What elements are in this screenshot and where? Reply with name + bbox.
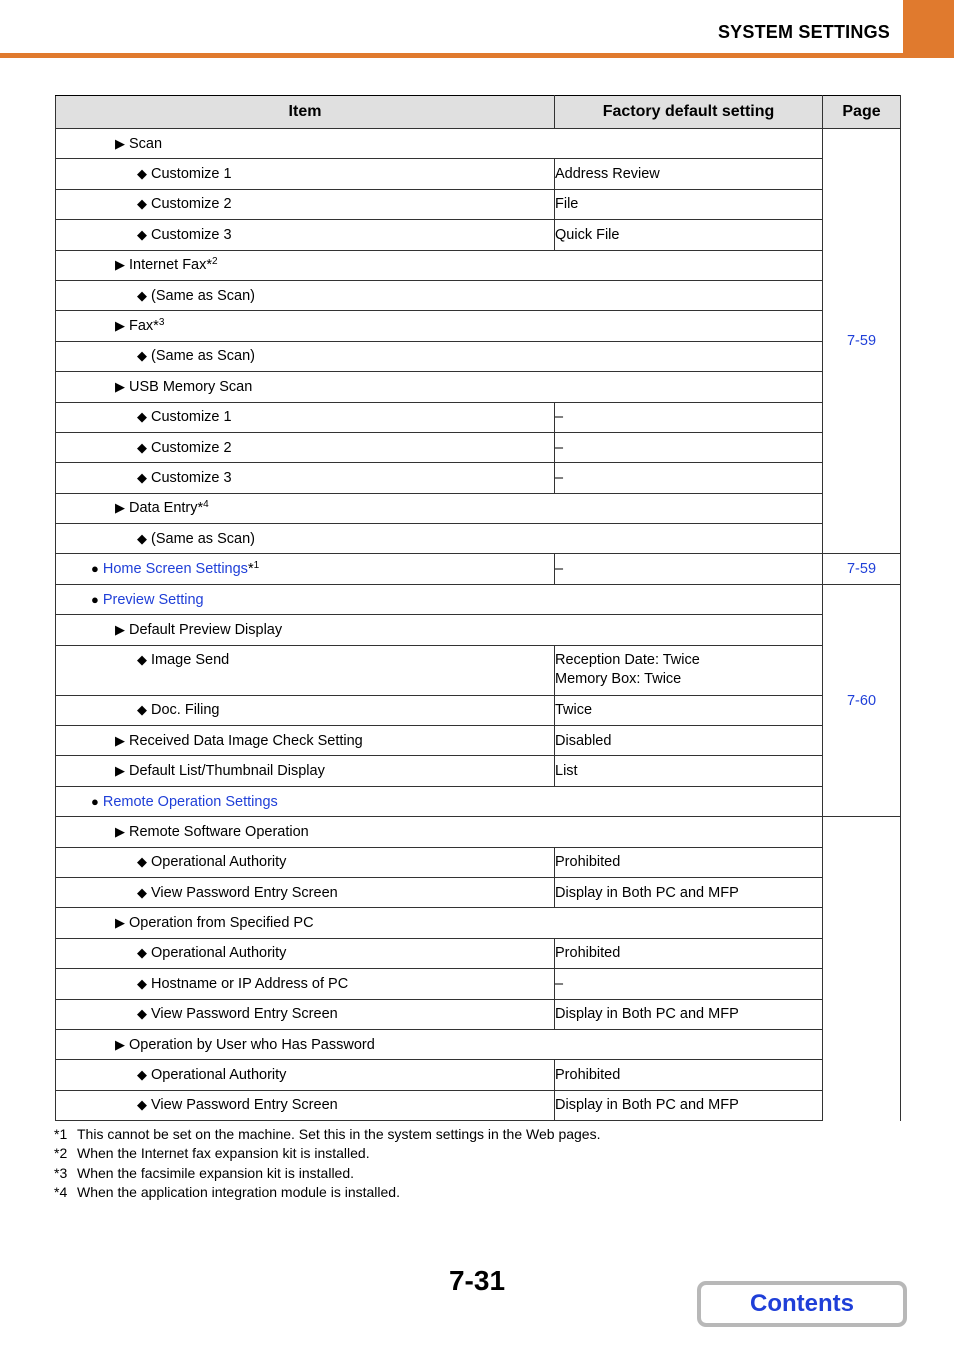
- section-title: SYSTEM SETTINGS: [717, 22, 890, 42]
- table-row: [56, 280, 901, 310]
- row-item: [56, 847, 555, 877]
- row-item: [56, 341, 823, 371]
- diamond-bullet-icon: ◆: [137, 469, 147, 485]
- row-label: Image Send: [151, 651, 230, 668]
- row-default: Display in Both PC and MFP: [555, 877, 823, 907]
- diamond-bullet-icon: ◆: [137, 945, 147, 961]
- table-row: [56, 1060, 901, 1090]
- footnote-key: *2: [54, 1145, 68, 1162]
- footnotes: [54, 1125, 600, 1202]
- table-row: [56, 999, 901, 1029]
- row-default: –: [555, 402, 823, 432]
- triangle-bullet-icon: ▶: [115, 378, 125, 394]
- diamond-bullet-icon: ◆: [137, 196, 147, 212]
- footnote-text: When the facsimile expansion kit is installed.: [77, 1164, 355, 1181]
- row-item: [56, 372, 823, 402]
- footnote: [54, 1125, 600, 1144]
- row-item: [56, 463, 555, 493]
- row-label: Customize 2: [151, 196, 232, 213]
- footnote-text: When the application integration module is installed.: [77, 1183, 400, 1200]
- row-label: Default List/Thumbnail Display: [129, 763, 325, 780]
- row-label: Remote Software Operation: [129, 823, 309, 840]
- table-row: [56, 372, 901, 402]
- row-item: [56, 756, 555, 786]
- row-item: [56, 584, 823, 614]
- row-label: Fax*: [129, 318, 159, 335]
- diamond-bullet-icon: ◆: [137, 975, 147, 991]
- table-row: [56, 402, 901, 432]
- table-row: [56, 969, 901, 999]
- diamond-bullet-icon: ◆: [137, 409, 147, 425]
- diamond-bullet-icon: ◆: [137, 1097, 147, 1113]
- footnote-key: *1: [54, 1126, 68, 1142]
- table-row: [56, 726, 901, 756]
- table-row: [56, 1090, 901, 1120]
- row-label: Customize 1: [151, 409, 232, 426]
- table-row: [56, 220, 901, 250]
- footnote: [54, 1144, 600, 1163]
- row-label: (Same as Scan): [151, 287, 255, 304]
- table-row: [56, 615, 901, 645]
- table-row: [56, 786, 901, 816]
- header-accent-block: [903, 0, 954, 58]
- diamond-bullet-icon: ◆: [137, 166, 147, 182]
- footnote-ref: 4: [203, 499, 209, 511]
- table-row: [56, 159, 901, 189]
- row-item: [56, 999, 555, 1029]
- triangle-bullet-icon: ▶: [115, 823, 125, 839]
- table-header-row: [56, 96, 901, 129]
- remote-operation-settings-link[interactable]: Remote Operation Settings: [102, 793, 278, 810]
- table-row: [56, 524, 901, 554]
- row-label: Customize 1: [151, 166, 232, 183]
- row-item: [56, 129, 823, 159]
- row-label: Operational Authority: [151, 945, 287, 962]
- page-link[interactable]: 7-59: [823, 129, 901, 554]
- diamond-bullet-icon: ◆: [137, 287, 147, 303]
- page-link[interactable]: 7-60: [823, 584, 901, 816]
- row-item: [56, 432, 555, 462]
- default-line: Reception Date: Twice: [555, 652, 700, 669]
- row-label: USB Memory Scan: [129, 378, 253, 395]
- table-row: [56, 695, 901, 725]
- triangle-bullet-icon: ▶: [115, 915, 125, 931]
- table-row: [56, 493, 901, 523]
- row-item: [56, 524, 823, 554]
- row-default: –: [555, 432, 823, 462]
- triangle-bullet-icon: ▶: [115, 318, 125, 334]
- row-default: Twice: [555, 695, 823, 725]
- column-header-page: Page: [823, 96, 901, 129]
- footnote: [54, 1164, 600, 1183]
- column-header-default: Factory default setting: [555, 96, 823, 129]
- row-default: Prohibited: [555, 1060, 823, 1090]
- row-item: [56, 1060, 555, 1090]
- circle-bullet-icon: ●: [91, 561, 99, 577]
- row-item: [56, 189, 555, 219]
- row-label: Customize 3: [151, 469, 232, 486]
- row-default: [555, 645, 823, 695]
- preview-setting-link[interactable]: Preview Setting: [102, 591, 204, 608]
- diamond-bullet-icon: ◆: [137, 854, 147, 870]
- row-label: View Password Entry Screen: [151, 884, 338, 901]
- default-line: Memory Box: Twice: [555, 671, 682, 688]
- footnote-text: This cannot be set on the machine. Set this in the system settings in the Web pages.: [77, 1126, 601, 1142]
- row-label: Customize 2: [151, 439, 232, 456]
- page-link[interactable]: 7-59: [823, 554, 901, 584]
- circle-bullet-icon: ●: [91, 793, 99, 809]
- row-label: (Same as Scan): [151, 348, 255, 365]
- row-label: Operational Authority: [151, 854, 287, 871]
- row-item: [56, 280, 823, 310]
- row-default: Prohibited: [555, 938, 823, 968]
- row-default: –: [555, 463, 823, 493]
- row-item: [56, 908, 823, 938]
- footnote-ref: 3: [158, 317, 165, 329]
- diamond-bullet-icon: ◆: [137, 884, 147, 900]
- row-default: File: [555, 189, 823, 219]
- row-label: Internet Fax*: [129, 257, 213, 274]
- table-row: [56, 908, 901, 938]
- row-default: Display in Both PC and MFP: [555, 999, 823, 1029]
- row-item: [56, 938, 555, 968]
- row-label: View Password Entry Screen: [151, 1097, 338, 1114]
- row-label: Scan: [129, 135, 163, 152]
- row-item: [56, 402, 555, 432]
- row-item: [56, 726, 555, 756]
- footnote-asterisk: *: [247, 561, 254, 578]
- table-row: [56, 1029, 901, 1059]
- row-item: [56, 786, 823, 816]
- row-default: –: [555, 554, 823, 584]
- table-row: [56, 463, 901, 493]
- table-row: [56, 129, 901, 159]
- row-label: Doc. Filing: [151, 702, 220, 719]
- diamond-bullet-icon: ◆: [137, 702, 147, 718]
- table-row: [56, 938, 901, 968]
- table-row: [56, 250, 901, 280]
- table-row: [56, 877, 901, 907]
- table-row: [56, 432, 901, 462]
- contents-button[interactable]: Contents: [697, 1281, 907, 1327]
- row-item: [56, 695, 555, 725]
- circle-bullet-icon: ●: [91, 591, 99, 607]
- triangle-bullet-icon: ▶: [115, 500, 125, 516]
- header-rule: [0, 53, 954, 58]
- page-number: 7-31: [448, 1265, 506, 1296]
- table-row: [56, 847, 901, 877]
- row-item: [56, 1090, 555, 1120]
- row-default: Quick File: [555, 220, 823, 250]
- row-item: [56, 877, 555, 907]
- row-label: Customize 3: [151, 226, 232, 243]
- column-header-item: Item: [56, 96, 555, 129]
- diamond-bullet-icon: ◆: [137, 530, 147, 546]
- row-label: Operation by User who Has Password: [129, 1036, 375, 1053]
- row-label: Received Data Image Check Setting: [129, 732, 363, 749]
- row-item: [56, 969, 555, 999]
- footnote-ref: 1: [253, 560, 260, 572]
- row-label: Data Entry*: [129, 500, 204, 517]
- triangle-bullet-icon: ▶: [115, 621, 125, 637]
- row-label: Hostname or IP Address of PC: [151, 975, 349, 992]
- diamond-bullet-icon: ◆: [137, 1067, 147, 1083]
- footnote: [54, 1183, 600, 1202]
- triangle-bullet-icon: ▶: [115, 1036, 125, 1052]
- footnote-key: *4: [54, 1183, 68, 1200]
- settings-table: [55, 95, 901, 1121]
- table-row: [56, 756, 901, 786]
- row-item: [56, 493, 823, 523]
- table-row: [56, 817, 901, 847]
- triangle-bullet-icon: ▶: [115, 135, 125, 151]
- row-default: Prohibited: [555, 847, 823, 877]
- row-default: Address Review: [555, 159, 823, 189]
- row-label: (Same as Scan): [151, 530, 255, 547]
- row-item: [56, 250, 823, 280]
- row-item: [56, 159, 555, 189]
- row-label: Operation from Specified PC: [129, 915, 314, 932]
- row-label: Operational Authority: [151, 1067, 287, 1084]
- row-item: [56, 645, 555, 695]
- diamond-bullet-icon: ◆: [137, 226, 147, 242]
- row-item: [56, 554, 555, 584]
- diamond-bullet-icon: ◆: [137, 651, 147, 667]
- diamond-bullet-icon: ◆: [137, 348, 147, 364]
- home-screen-settings-link[interactable]: Home Screen Settings: [102, 561, 248, 578]
- diamond-bullet-icon: ◆: [137, 1006, 147, 1022]
- triangle-bullet-icon: ▶: [115, 257, 125, 273]
- table-row: [56, 341, 901, 371]
- row-label: View Password Entry Screen: [151, 1006, 338, 1023]
- table-row: [56, 584, 901, 614]
- row-default: List: [555, 756, 823, 786]
- row-label: Default Preview Display: [129, 621, 283, 638]
- row-item: [56, 220, 555, 250]
- triangle-bullet-icon: ▶: [115, 732, 125, 748]
- row-default: Display in Both PC and MFP: [555, 1090, 823, 1120]
- table-row: [56, 554, 901, 584]
- row-default: Disabled: [555, 726, 823, 756]
- row-default: –: [555, 969, 823, 999]
- footnote-key: *3: [54, 1164, 68, 1181]
- table-row: [56, 311, 901, 341]
- footnote-text: When the Internet fax expansion kit is installed.: [77, 1145, 370, 1162]
- table-row: [56, 189, 901, 219]
- row-item: [56, 1029, 823, 1059]
- triangle-bullet-icon: ▶: [115, 763, 125, 779]
- diamond-bullet-icon: ◆: [137, 439, 147, 455]
- table-row: [56, 645, 901, 695]
- footnote-ref: 2: [212, 256, 218, 268]
- row-item: [56, 311, 823, 341]
- row-item: [56, 817, 823, 847]
- row-item: [56, 615, 823, 645]
